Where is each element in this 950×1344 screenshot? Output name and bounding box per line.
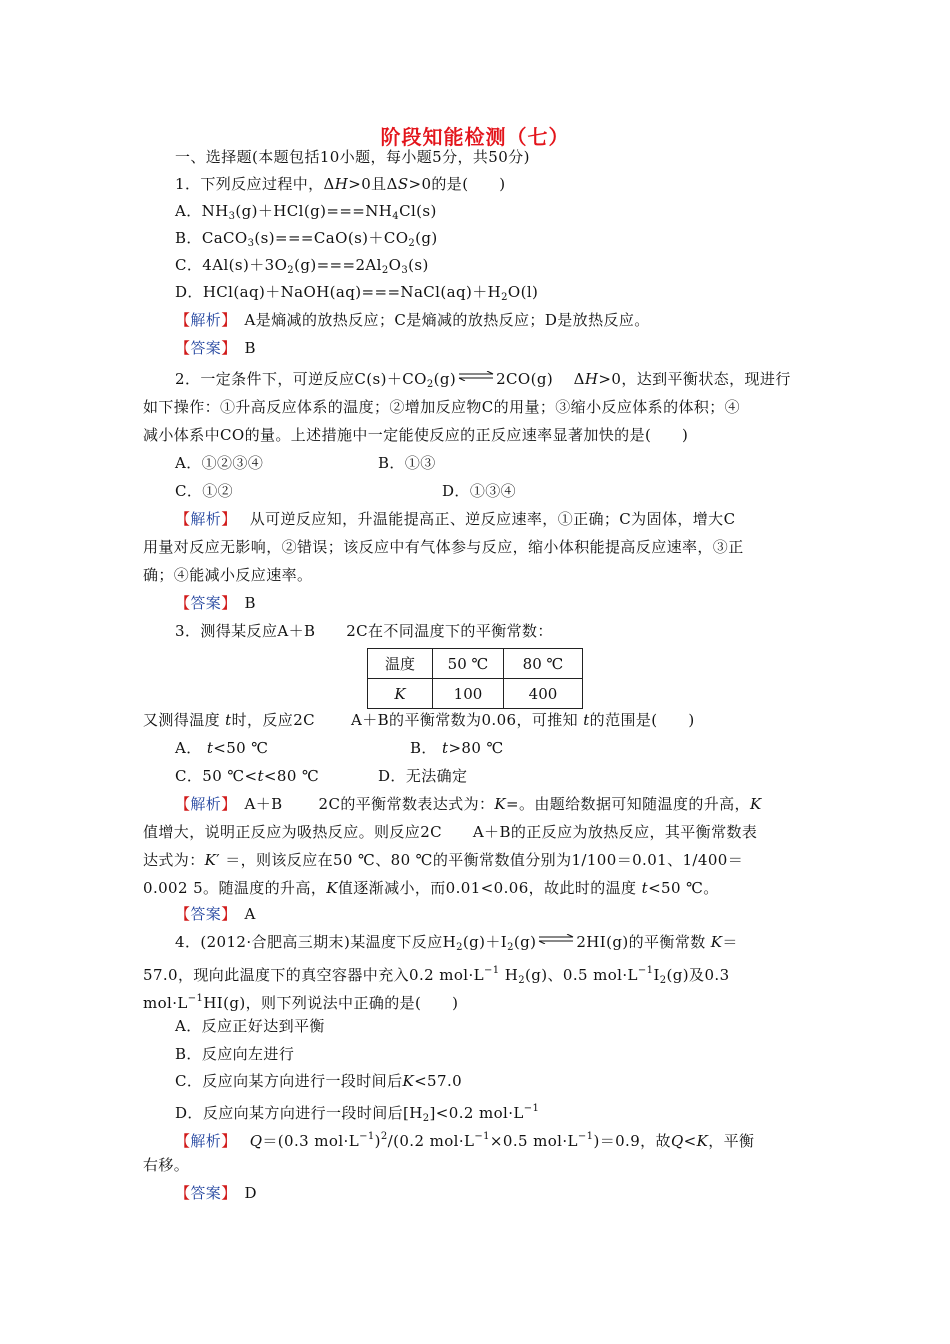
q3-stem-2: 又测得温度 t时，反应2C A＋B的平衡常数为0.06，可推知 t的范围是( ) <box>143 711 695 729</box>
analysis-tag: 【解析】 <box>175 1132 230 1150</box>
answer-tag: 【答案】 <box>175 905 230 923</box>
q4-analysis-line-1: 【解析】 Q＝(0.3 $mol\cdot L^{-1})^2/(0.2$ $mol\cdot L^{-1}\times 0.5$ $mol\cdot L^{-1})=0.9$，故Q<K，平衡 <box>175 1131 755 1150</box>
q2-stem-line-2: 如下操作：①升高反应体系的温度；②增加反应物C的用量；③缩小反应体系的体积；④ <box>143 398 741 416</box>
table-cell: 100 <box>433 679 504 709</box>
equilibrium-constant-table <box>367 648 583 709</box>
q4-answer: 【答案】 D <box>175 1184 257 1202</box>
q3-analysis-line-1: 【解析】 A＋B 2C的平衡常数表达式为：K=。由题给数据可知随温度的升高，K <box>175 795 762 813</box>
table-cell: 400 <box>504 679 583 709</box>
q4-option-b: B．反应向左进行 <box>175 1045 295 1063</box>
analysis-tag: 【解析】 <box>175 311 230 329</box>
q2-analysis-line-2: 用量对反应无影响，②错误；该反应中有气体参与反应，缩小体积能提高反应速率，③正 <box>143 538 744 556</box>
q3-stem: 3．测得某反应A＋B 2C在不同温度下的平衡常数： <box>175 622 553 640</box>
q4-option-a: A．反应正好达到平衡 <box>175 1017 325 1035</box>
q1-option-c: C．$4Al(s)+3O_2(g)===2Al_2O_3(s)$ <box>175 256 429 276</box>
q3-analysis-line-2: 值增大，说明正反应为吸热反应。则反应2C A＋B的正反应为放热反应，其平衡常数表 <box>143 823 758 841</box>
table-cell: K <box>368 679 433 709</box>
q1-option-d: D．$HCl(aq)+NaOH(aq)===NaCl(aq)+H_2O(l)$ <box>175 283 539 303</box>
equilibrium-arrow-icon <box>457 371 495 381</box>
q1-option-b: B．$CaCO_3(s)===CaO(s)+CO_2(g)$ <box>175 229 438 249</box>
q1-stem: 1．下列反应过程中，ΔH>0且ΔS>0的是( ) <box>175 175 506 193</box>
q4-analysis-line-2: 右移。 <box>143 1156 190 1174</box>
q3-analysis-line-3: 达式为：K′ ＝，则该反应在50 ℃、80 ℃的平衡常数值分别为1/100＝0.01、1/400＝ <box>143 851 744 869</box>
answer-tag: 【答案】 <box>175 339 230 357</box>
q2-stem-line-3: 减小体系中CO的量。上述措施中一定能使反应的正反应速率显著加快的是( ) <box>143 426 689 444</box>
answer-tag: 【答案】 <box>175 1184 230 1202</box>
q3-option-d: D．无法确定 <box>378 767 468 785</box>
q3-option-c: C．50 ℃<t<80 ℃ <box>175 767 320 785</box>
table-cell: 温度 <box>368 649 433 679</box>
q4-stem-line-1: 4．(2012·合肥高三期末)某温度下反应$H_2(g)+I_2(g)$ 2HI(g)的平衡常数 K＝ <box>175 933 738 953</box>
table-cell: 50 ℃ <box>433 649 504 679</box>
q4-option-c: C．反应向某方向进行一段时间后K<57.0 <box>175 1072 463 1090</box>
q2-option-c: C．①② <box>175 482 234 500</box>
q3-answer: 【答案】 A <box>175 905 256 923</box>
equilibrium-arrow-icon <box>537 934 575 944</box>
q2-analysis-line-1: 【解析】 从可逆反应知，升温能提高正、逆反应速率，①正确；C为固体，增大C <box>175 510 736 528</box>
q2-option-a: A．①②③④ <box>175 454 264 472</box>
q3-option-a: A． t<50 ℃ <box>175 739 269 757</box>
q4-stem-line-3: $mol\cdot L^{-1}HI(g)$，则下列说法中正确的是( ) <box>143 993 459 1012</box>
table-cell: 80 ℃ <box>504 649 583 679</box>
answer-tag: 【答案】 <box>175 594 230 612</box>
q4-stem-line-2: 57.0，现向此温度下的真空容器中充入0.2 $mol\cdot L^{-1}$ $H_2(g)$、0.5 $mol\cdot L^{-1}I_2(g)$及0.3 <box>143 965 730 986</box>
q4-option-d: D．反应向某方向进行一段时间后$[H_2]<0.2$ $mol\cdot L^{-1}$ <box>175 1103 540 1124</box>
q1-answer: 【答案】 B <box>175 339 256 357</box>
q2-analysis-line-3: 确；④能减小反应速率。 <box>143 566 313 584</box>
section-heading: 一、选择题(本题包括10小题，每小题5分，共50分) <box>175 148 530 166</box>
table-row <box>368 649 583 679</box>
analysis-tag: 【解析】 <box>175 795 230 813</box>
q2-option-d: D．①③④ <box>442 482 517 500</box>
q2-option-b: B．①③ <box>378 454 436 472</box>
q1-analysis: 【解析】 A是熵减的放热反应；C是熵减的放热反应；D是放热反应。 <box>175 311 650 329</box>
q2-answer: 【答案】 B <box>175 594 256 612</box>
page-title: 阶段知能检测（七） <box>380 125 570 149</box>
q3-analysis-line-4: 0.002 5。随温度的升高，K值逐渐减小，而0.01<0.06，故此时的温度 t<50 ℃。 <box>143 879 719 897</box>
q2-stem-line-1: 2．一定条件下，可逆反应$C(s)+CO_2(g)$ 2CO(g) ΔH>0，达到平衡状态，现进行 <box>175 370 791 390</box>
table-row <box>368 679 583 709</box>
q1-option-a: A．$NH_3(g)+HCl(g)===NH_4Cl(s)$ <box>175 202 437 222</box>
q3-option-b: B． t>80 ℃ <box>410 739 504 757</box>
analysis-tag: 【解析】 <box>175 510 230 528</box>
